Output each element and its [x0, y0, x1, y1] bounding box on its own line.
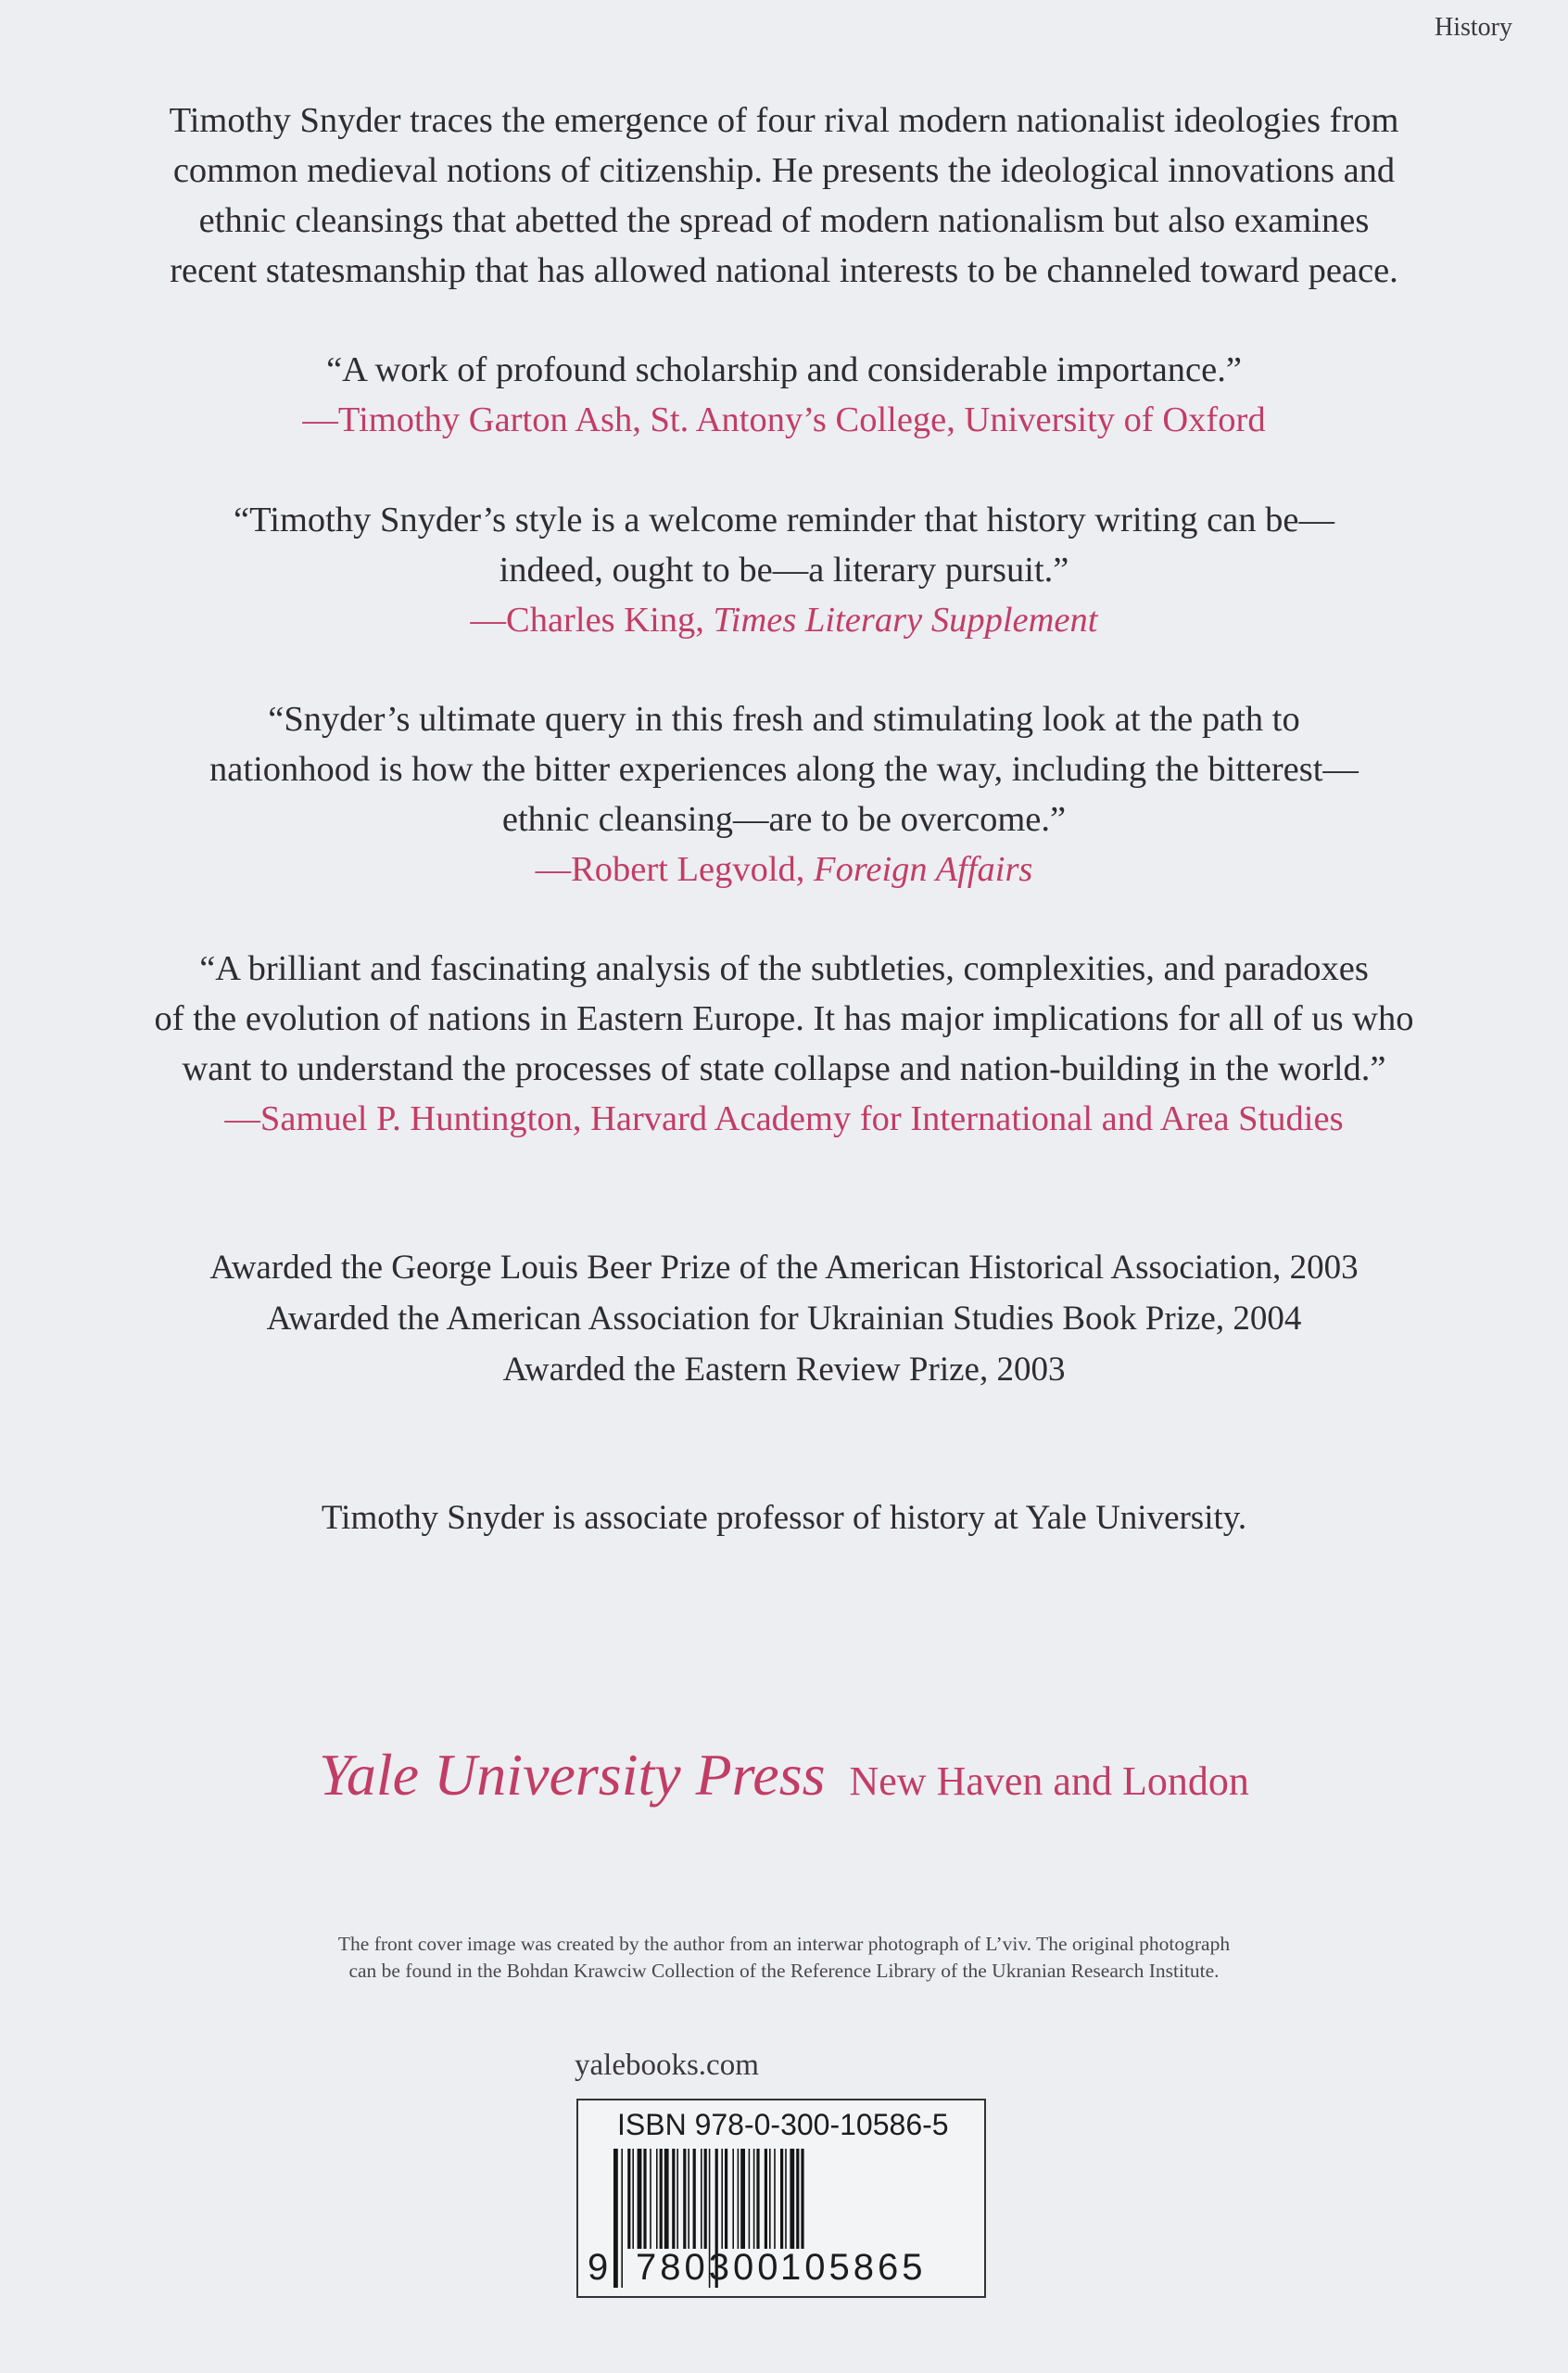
blurb-line: ethnic cleansings that abetted the spread of modern nationalism but also examines: [198, 201, 1370, 240]
barcode-bar: [704, 2149, 707, 2249]
publisher-name: Yale University Press: [319, 1742, 826, 1808]
quote-attribution: —Samuel P. Huntington, Harvard Academy for International and Area Studies: [224, 1099, 1344, 1138]
quote-line: of the evolution of nations in Eastern Europe. It has major implications for all of us who: [154, 999, 1414, 1038]
publisher-imprint: [0, 1740, 1568, 1817]
publisher-website: yalebooks.com: [575, 2049, 759, 2082]
award-item: Awarded the American Association for Ukrainian Studies Book Prize, 2004: [266, 1300, 1302, 1338]
barcode-bar: [621, 2149, 623, 2288]
barcode-bar: [756, 2149, 759, 2249]
publisher-location: New Haven and London: [849, 1758, 1249, 1804]
blurb-line: recent statesmanship that has allowed national interests to be channeled toward peace.: [170, 251, 1398, 290]
barcode-bar: [740, 2149, 745, 2249]
award-item: Awarded the Eastern Review Prize, 2003: [502, 1351, 1066, 1389]
awards-list: [0, 1242, 1568, 1395]
quote-attribution: —Timothy Garton Ash, St. Antony’s College, University of Oxford: [302, 400, 1266, 439]
quote-line: indeed, ought to be—a literary pursuit.”: [499, 551, 1069, 590]
barcode-bar: [688, 2149, 689, 2249]
barcode-bar: [638, 2149, 642, 2249]
barcode-bar: [790, 2149, 794, 2249]
review-quote-huntington: [0, 944, 1568, 1144]
credit-line: can be found in the Bohdan Krawciw Collection of the Reference Library of the Ukranian Research Institute.: [348, 1960, 1220, 1982]
barcode-left-digits: 780300: [636, 2247, 782, 2288]
barcode-bar: [785, 2149, 787, 2249]
barcode-bar: [643, 2149, 646, 2249]
cover-image-credit: [0, 1931, 1568, 1985]
quote-line: “Snyder’s ultimate query in this fresh and stimulating look at the path to: [268, 700, 1300, 739]
barcode-bar: [780, 2149, 783, 2249]
barcode-bar: [632, 2149, 634, 2249]
blurb-line: common medieval notions of citizenship. He presents the ideological innovations and: [172, 151, 1396, 190]
barcode-bar: [765, 2149, 767, 2249]
barcode-bar: [738, 2149, 740, 2249]
description-blurb: [0, 95, 1568, 296]
barcode-bar: [650, 2149, 651, 2249]
barcode-bar: [769, 2149, 771, 2249]
barcode-bar: [749, 2149, 751, 2249]
barcode-bar: [660, 2149, 663, 2249]
category-label: History: [1435, 13, 1512, 42]
quote-line: “Timothy Snyder’s style is a welcome reminder that history writing can be—: [234, 501, 1334, 539]
barcode-bar: [725, 2149, 727, 2249]
barcode-right-digits: 105865: [780, 2247, 927, 2288]
barcode-bar: [613, 2149, 618, 2288]
barcode-bar: [801, 2149, 803, 2249]
barcode-bar: [627, 2149, 630, 2249]
isbn-number: ISBN 978-0-300-10586-5: [617, 2108, 949, 2141]
quote-line: want to understand the processes of state collapse and nation-building in the world.”: [182, 1049, 1386, 1088]
barcode-bar: [672, 2149, 675, 2249]
author-bio: Timothy Snyder is associate professor of history at Yale University.: [321, 1499, 1247, 1537]
barcode-bar: [732, 2149, 734, 2249]
quote-line: “A brilliant and fascinating analysis of the subtleties, complexities, and paradoxes: [199, 949, 1369, 988]
barcode-bar: [721, 2149, 723, 2249]
review-quote-ash: [0, 345, 1568, 445]
quote-attribution: —Charles King, Times Literary Supplement: [470, 601, 1098, 640]
quote-line: nationhood is how the bitter experiences along the way, including the bitterest—: [209, 750, 1359, 789]
quote-attribution: —Robert Legvold, Foreign Affairs: [535, 850, 1033, 889]
credit-line: The front cover image was created by the author from an interwar photograph of L’viv. The original photograph: [337, 1933, 1231, 1955]
review-quote-legvold: [0, 694, 1568, 895]
blurb-line: Timothy Snyder traces the emergence of four rival modern nationalist ideologies from: [169, 101, 1399, 140]
quote-line: ethnic cleansing—are to be overcome.”: [501, 800, 1067, 839]
quote-line: “A work of profound scholarship and considerable importance.”: [326, 350, 1242, 389]
barcode-bar: [664, 2149, 669, 2249]
barcode-bar: [683, 2149, 686, 2249]
barcode-bar: [677, 2149, 678, 2249]
quote-source: Times Literary Supplement: [713, 601, 1098, 640]
barcode-bar: [774, 2149, 776, 2249]
barcode-bar: [753, 2149, 755, 2249]
review-quote-king: [0, 495, 1568, 645]
isbn-barcode: [576, 2099, 986, 2298]
quote-source: Foreign Affairs: [814, 850, 1033, 889]
barcode-first-digit: 9: [588, 2247, 609, 2288]
barcode-bar: [656, 2149, 658, 2249]
barcode-bar: [693, 2149, 696, 2249]
award-item: Awarded the George Louis Beer Prize of the American Historical Association, 2003: [209, 1249, 1359, 1287]
barcode-bar: [796, 2149, 799, 2249]
barcode-bar: [701, 2149, 702, 2249]
